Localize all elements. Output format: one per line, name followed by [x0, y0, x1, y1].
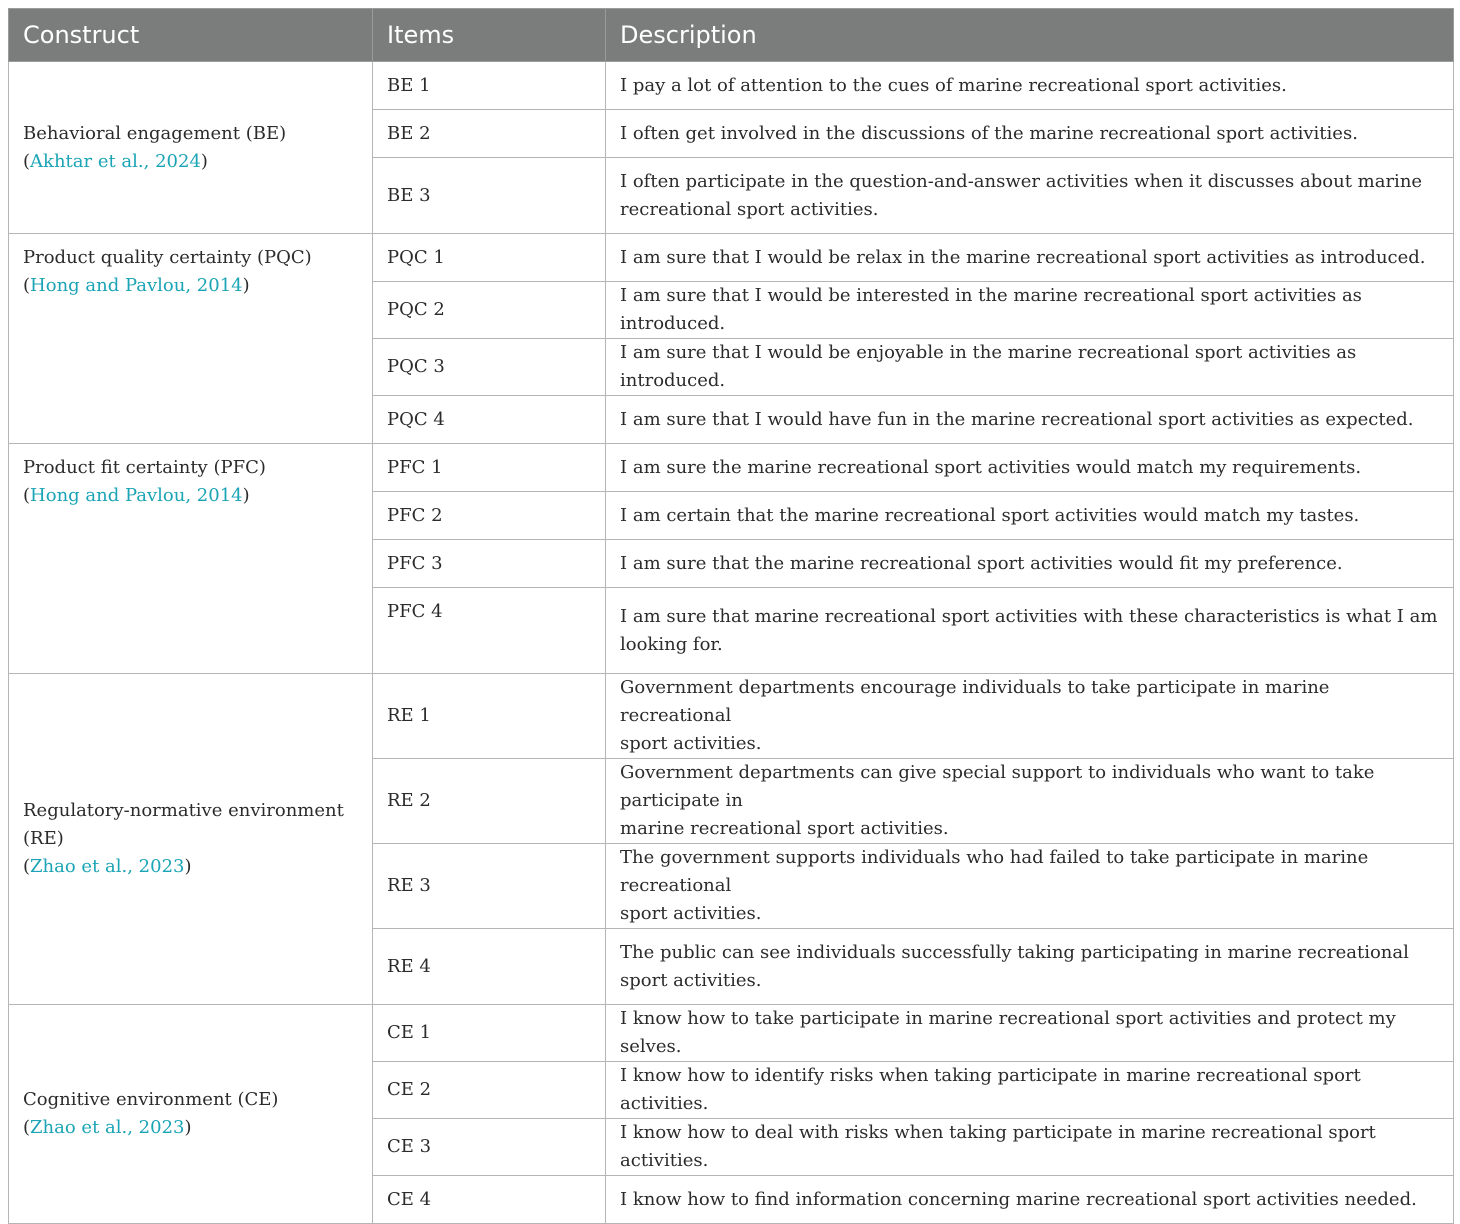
description-line: Government departments can give special support to individuals who want to take participate in — [620, 762, 1375, 811]
item-code: PFC 1 — [373, 444, 606, 492]
item-code: CE 2 — [373, 1062, 606, 1119]
item-description: I am sure the marine recreational sport activities would match my requirements. — [606, 444, 1454, 492]
citation-open: ( — [23, 856, 31, 877]
item-description: I am sure that I would be relax in the marine recreational sport activities as introduced. — [606, 234, 1454, 282]
item-code: PQC 3 — [373, 339, 606, 396]
construct-name: Regulatory-normative environment (RE) — [23, 800, 344, 849]
description-line: I often participate in the question-and-answer activities when it discusses about marine — [620, 170, 1423, 192]
citation-close: ) — [200, 150, 208, 172]
table-row — [9, 62, 1454, 110]
construct-name: Product quality certainty (PQC) — [23, 247, 312, 268]
item-description — [606, 588, 1454, 674]
header-items: Items — [373, 9, 606, 62]
item-description: I often get involved in the discussions of the marine recreational sport activities. — [606, 110, 1454, 158]
citation-close: ) — [242, 485, 250, 506]
item-description: I know how to find information concerning marine recreational sport activities needed. — [606, 1176, 1454, 1224]
citation-close: ) — [242, 275, 250, 296]
header-row — [9, 9, 1454, 62]
item-code: CE 1 — [373, 1005, 606, 1062]
construct-name: Product fit certainty (PFC) — [23, 457, 266, 478]
item-code: PQC 4 — [373, 396, 606, 444]
construct-name: Behavioral engagement (BE) — [23, 122, 287, 144]
table-header — [9, 9, 1454, 62]
item-description: I am sure that I would be enjoyable in the marine recreational sport activities as introduced. — [606, 339, 1454, 396]
item-code: PFC 3 — [373, 540, 606, 588]
description-line: marine recreational sport activities. — [620, 818, 949, 839]
item-description — [606, 674, 1454, 759]
citation-link[interactable]: Hong and Pavlou, 2014 — [30, 485, 243, 506]
citation-close: ) — [184, 856, 192, 877]
item-code: RE 4 — [373, 929, 606, 1005]
constructs-table — [8, 8, 1454, 1224]
item-description: I am sure that I would have fun in the marine recreational sport activities as expected. — [606, 396, 1454, 444]
description-line: I am sure that marine recreational sport activities with these characteristics is what I am — [620, 605, 1438, 627]
description-line: Government departments encourage individuals to take participate in marine recreational — [620, 677, 1330, 726]
citation-link[interactable]: Zhao et al., 2023 — [30, 856, 185, 877]
item-description — [606, 929, 1454, 1005]
item-code: PQC 2 — [373, 282, 606, 339]
header-description: Description — [606, 9, 1454, 62]
item-code: CE 3 — [373, 1119, 606, 1176]
citation-link[interactable]: Akhtar et al., 2024 — [30, 150, 201, 172]
construct-cell-pfc — [9, 444, 373, 674]
item-description: I know how to take participate in marine recreational sport activities and protect my selves. — [606, 1005, 1454, 1062]
construct-cell-re — [9, 674, 373, 1005]
construct-cell-pqc — [9, 234, 373, 444]
citation-link[interactable]: Hong and Pavlou, 2014 — [30, 275, 243, 296]
item-code: RE 2 — [373, 759, 606, 844]
header-construct: Construct — [9, 9, 373, 62]
item-description — [606, 844, 1454, 929]
item-code: CE 4 — [373, 1176, 606, 1224]
construct-cell-ce — [9, 1005, 373, 1224]
item-code: BE 1 — [373, 62, 606, 110]
item-code: BE 2 — [373, 110, 606, 158]
table-body — [9, 62, 1454, 1224]
item-description: I pay a lot of attention to the cues of marine recreational sport activities. — [606, 62, 1454, 110]
description-line: looking for. — [620, 633, 723, 655]
item-description — [606, 158, 1454, 234]
description-line: sport activities. — [620, 903, 762, 924]
item-code: RE 3 — [373, 844, 606, 929]
item-code: PQC 1 — [373, 234, 606, 282]
citation-close: ) — [184, 1117, 192, 1138]
citation-open: ( — [23, 275, 31, 296]
description-line: sport activities. — [620, 969, 762, 991]
construct-name: Cognitive environment (CE) — [23, 1089, 279, 1110]
item-code: RE 1 — [373, 674, 606, 759]
description-line: The public can see individuals successfully taking participating in marine recreational — [620, 941, 1409, 963]
construct-cell-be — [9, 62, 373, 234]
table-row — [9, 234, 1454, 282]
table-row — [9, 1005, 1454, 1062]
citation-open: ( — [23, 1117, 31, 1138]
description-line: sport activities. — [620, 733, 762, 754]
item-description — [606, 759, 1454, 844]
table-row — [9, 444, 1454, 492]
description-line: The government supports individuals who had failed to take participate in marine recreational — [620, 847, 1369, 896]
item-code: PFC 4 — [373, 588, 606, 674]
citation-link[interactable]: Zhao et al., 2023 — [30, 1117, 185, 1138]
description-line: recreational sport activities. — [620, 198, 879, 220]
citation-open: ( — [23, 150, 31, 172]
citation-open: ( — [23, 485, 31, 506]
table-row — [9, 674, 1454, 759]
item-code: BE 3 — [373, 158, 606, 234]
item-description: I am sure that the marine recreational sport activities would fit my preference. — [606, 540, 1454, 588]
item-description: I am certain that the marine recreational sport activities would match my tastes. — [606, 492, 1454, 540]
item-description: I know how to identify risks when taking participate in marine recreational sport activities. — [606, 1062, 1454, 1119]
item-description: I am sure that I would be interested in the marine recreational sport activities as introduced. — [606, 282, 1454, 339]
item-code: PFC 2 — [373, 492, 606, 540]
item-description: I know how to deal with risks when taking participate in marine recreational sport activities. — [606, 1119, 1454, 1176]
